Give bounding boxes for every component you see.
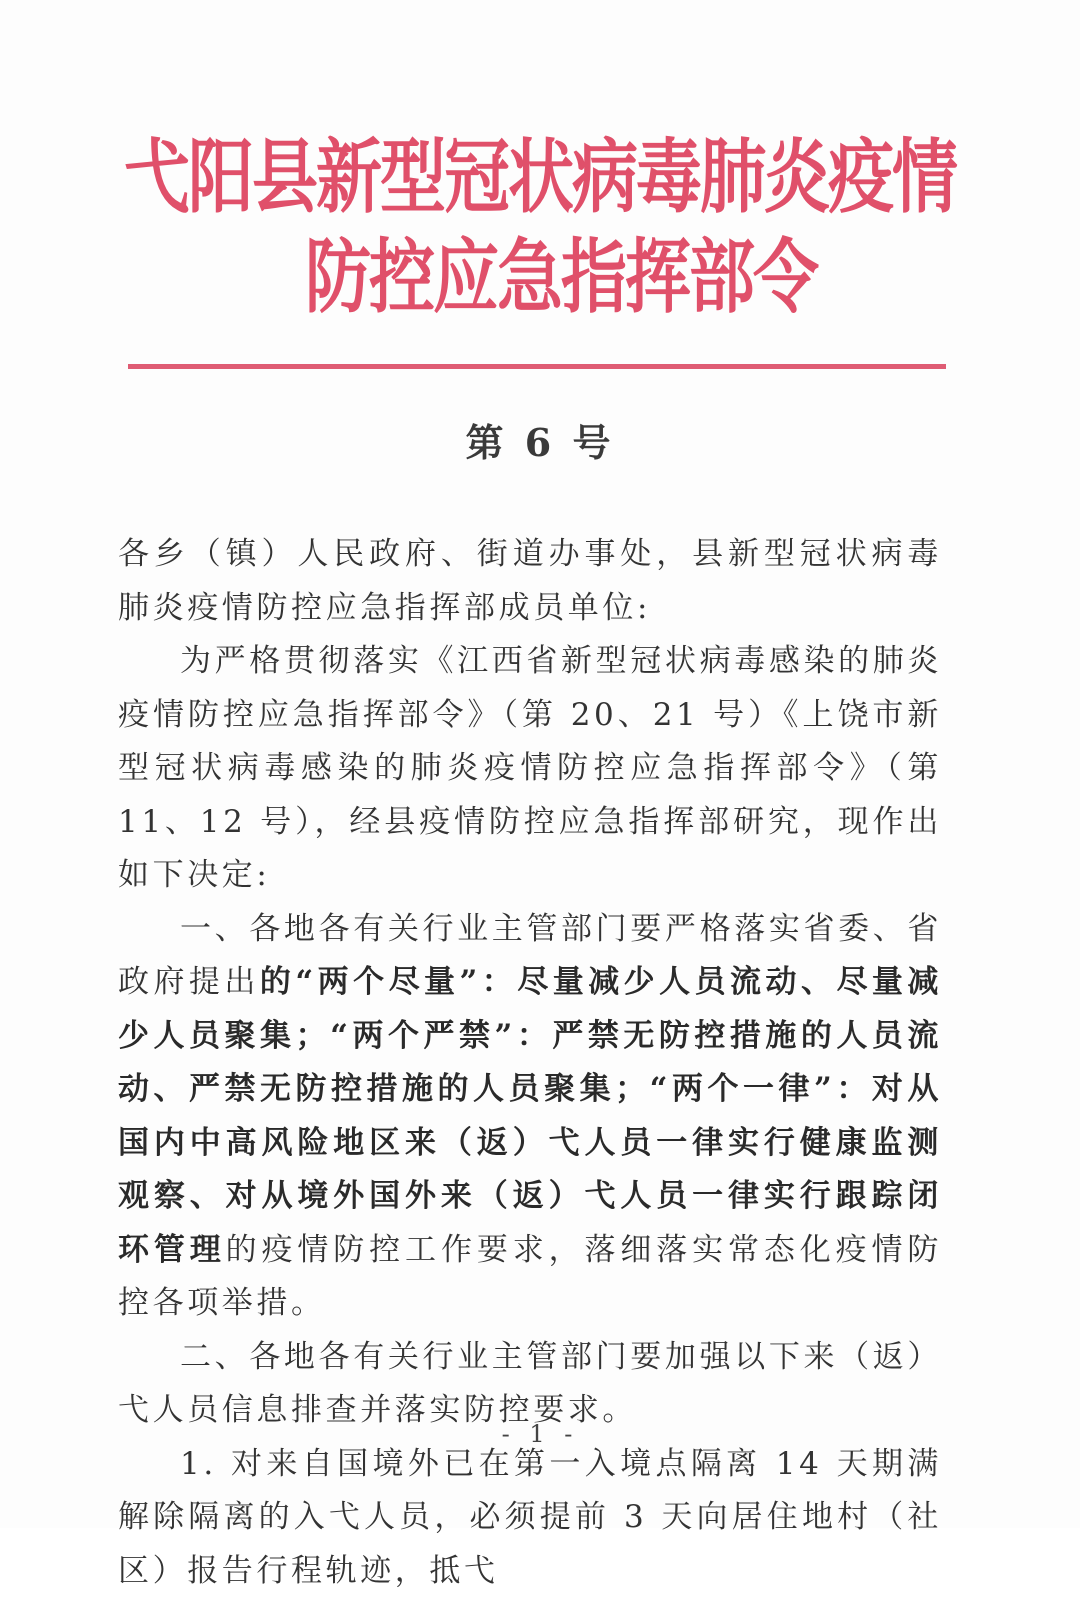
section-2-paragraph: 二、各地各有关行业主管部门要加强以下来（返）弋人员信息排查并落实防控要求。 <box>118 1331 942 1438</box>
document-title-line-1: 弋阳县新型冠状病毒肺炎疫情 <box>120 117 960 239</box>
section-1-lead: 一、各地各有关行业主管部门要严格落实省委、省政府提出 <box>118 911 942 1001</box>
intro-paragraph: 为严格贯彻落实《江西省新型冠状病毒感染的肺炎疫情防控应急指挥部令》（第 20、21 号）《上饶市新型冠状病毒感染的肺炎疫情防控应急指挥部令》（第 11、12 号），经县疫情防控应急指挥部研究，现作出如下决定: <box>118 635 942 903</box>
section-1-paragraph <box>118 903 942 1331</box>
document-number: 第 6 号 <box>0 412 1080 467</box>
red-header-divider <box>128 364 946 369</box>
document-header <box>120 128 960 328</box>
salutation: 各乡（镇）人民政府、街道办事处，县新型冠状病毒肺炎疫情防控应急指挥部成员单位: <box>118 528 942 635</box>
section-1-emphasis: 的“两个尽量”：尽量减少人员流动、尽量减少人员聚集；“两个严禁”：严禁无防控措施的人员流动、严禁无防控措施的人员聚集；“两个一律”：对从国内中高风险地区来（返）弋人员一律实行健康监测观察、对从境外国外来（返）弋人员一律实行跟踪闭环管理 <box>118 964 942 1268</box>
document-title-line-2: 防控应急指挥部令 <box>120 217 960 339</box>
item-1-paragraph: 1. 对来自国境外已在第一入境点隔离 14 天期满解除隔离的入弋人员，必须提前 3 天向居住地村（社区）报告行程轨迹，抵弋 <box>118 1438 942 1598</box>
page-number: - 1 - <box>0 1420 1080 1448</box>
section-1-tail: 的疫情防控工作要求，落细落实常态化疫情防控各项举措。 <box>118 1232 942 1322</box>
